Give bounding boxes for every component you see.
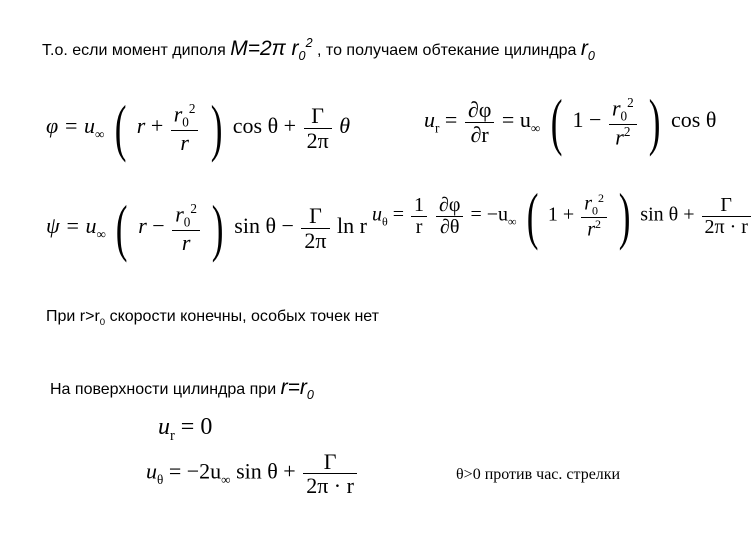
text-surface: На поверхности цилиндра при $r=r_0$	[50, 376, 314, 403]
text-finite: При $r>r_0$ скорости конечны, особых точек нет	[46, 308, 379, 329]
formula-psi: $\psi = u_\infty$ ( r − $\frac{r_0^2}{r}$ ) sin θ − $\frac{\Gamma}{2\pi}$ ln r	[46, 192, 367, 263]
heading-moment: M=2π r	[230, 37, 299, 60]
formula-utheta: $u_\theta$ = $\frac{1}{r}$ $\frac{\partial\varphi}{\partial\theta}$ = $-u_\infty$ ( 1 + $\frac{r_0^2}{r^2}$ ) sin θ + $\frac{\Gamma}{2\pi \cdot r}$	[372, 184, 753, 248]
surface-utheta: $u_\theta = -2u_\infty$ sin θ + $\frac{\Gamma}{2\pi \cdot r}$	[146, 450, 359, 497]
heading-r0: r	[580, 37, 588, 60]
heading-line: Т.о. если момент диполя M=2π $r_0^2$ , то получаем обтекание цилиндра $r_0$	[42, 36, 595, 64]
surface-ur: $u_r = 0$	[158, 414, 213, 444]
heading-suffix: , то получаем обтекание цилиндра	[317, 42, 577, 59]
rotation-note: θ>0 против час. стрелки	[456, 466, 621, 483]
heading-prefix: Т.о. если момент диполя	[42, 42, 226, 59]
formula-ur: $u_r$ = $\frac{\partial\varphi}{\partial r}$ = $u_\infty$ ( 1 − $\frac{r_0^2}{r^2}$ ) cos θ	[424, 86, 717, 157]
formula-phi: $\varphi = u_\infty$ ( r + $\frac{r_0^2}{r}$ ) cos θ + $\frac{\Gamma}{2\pi}$ θ	[46, 92, 351, 163]
